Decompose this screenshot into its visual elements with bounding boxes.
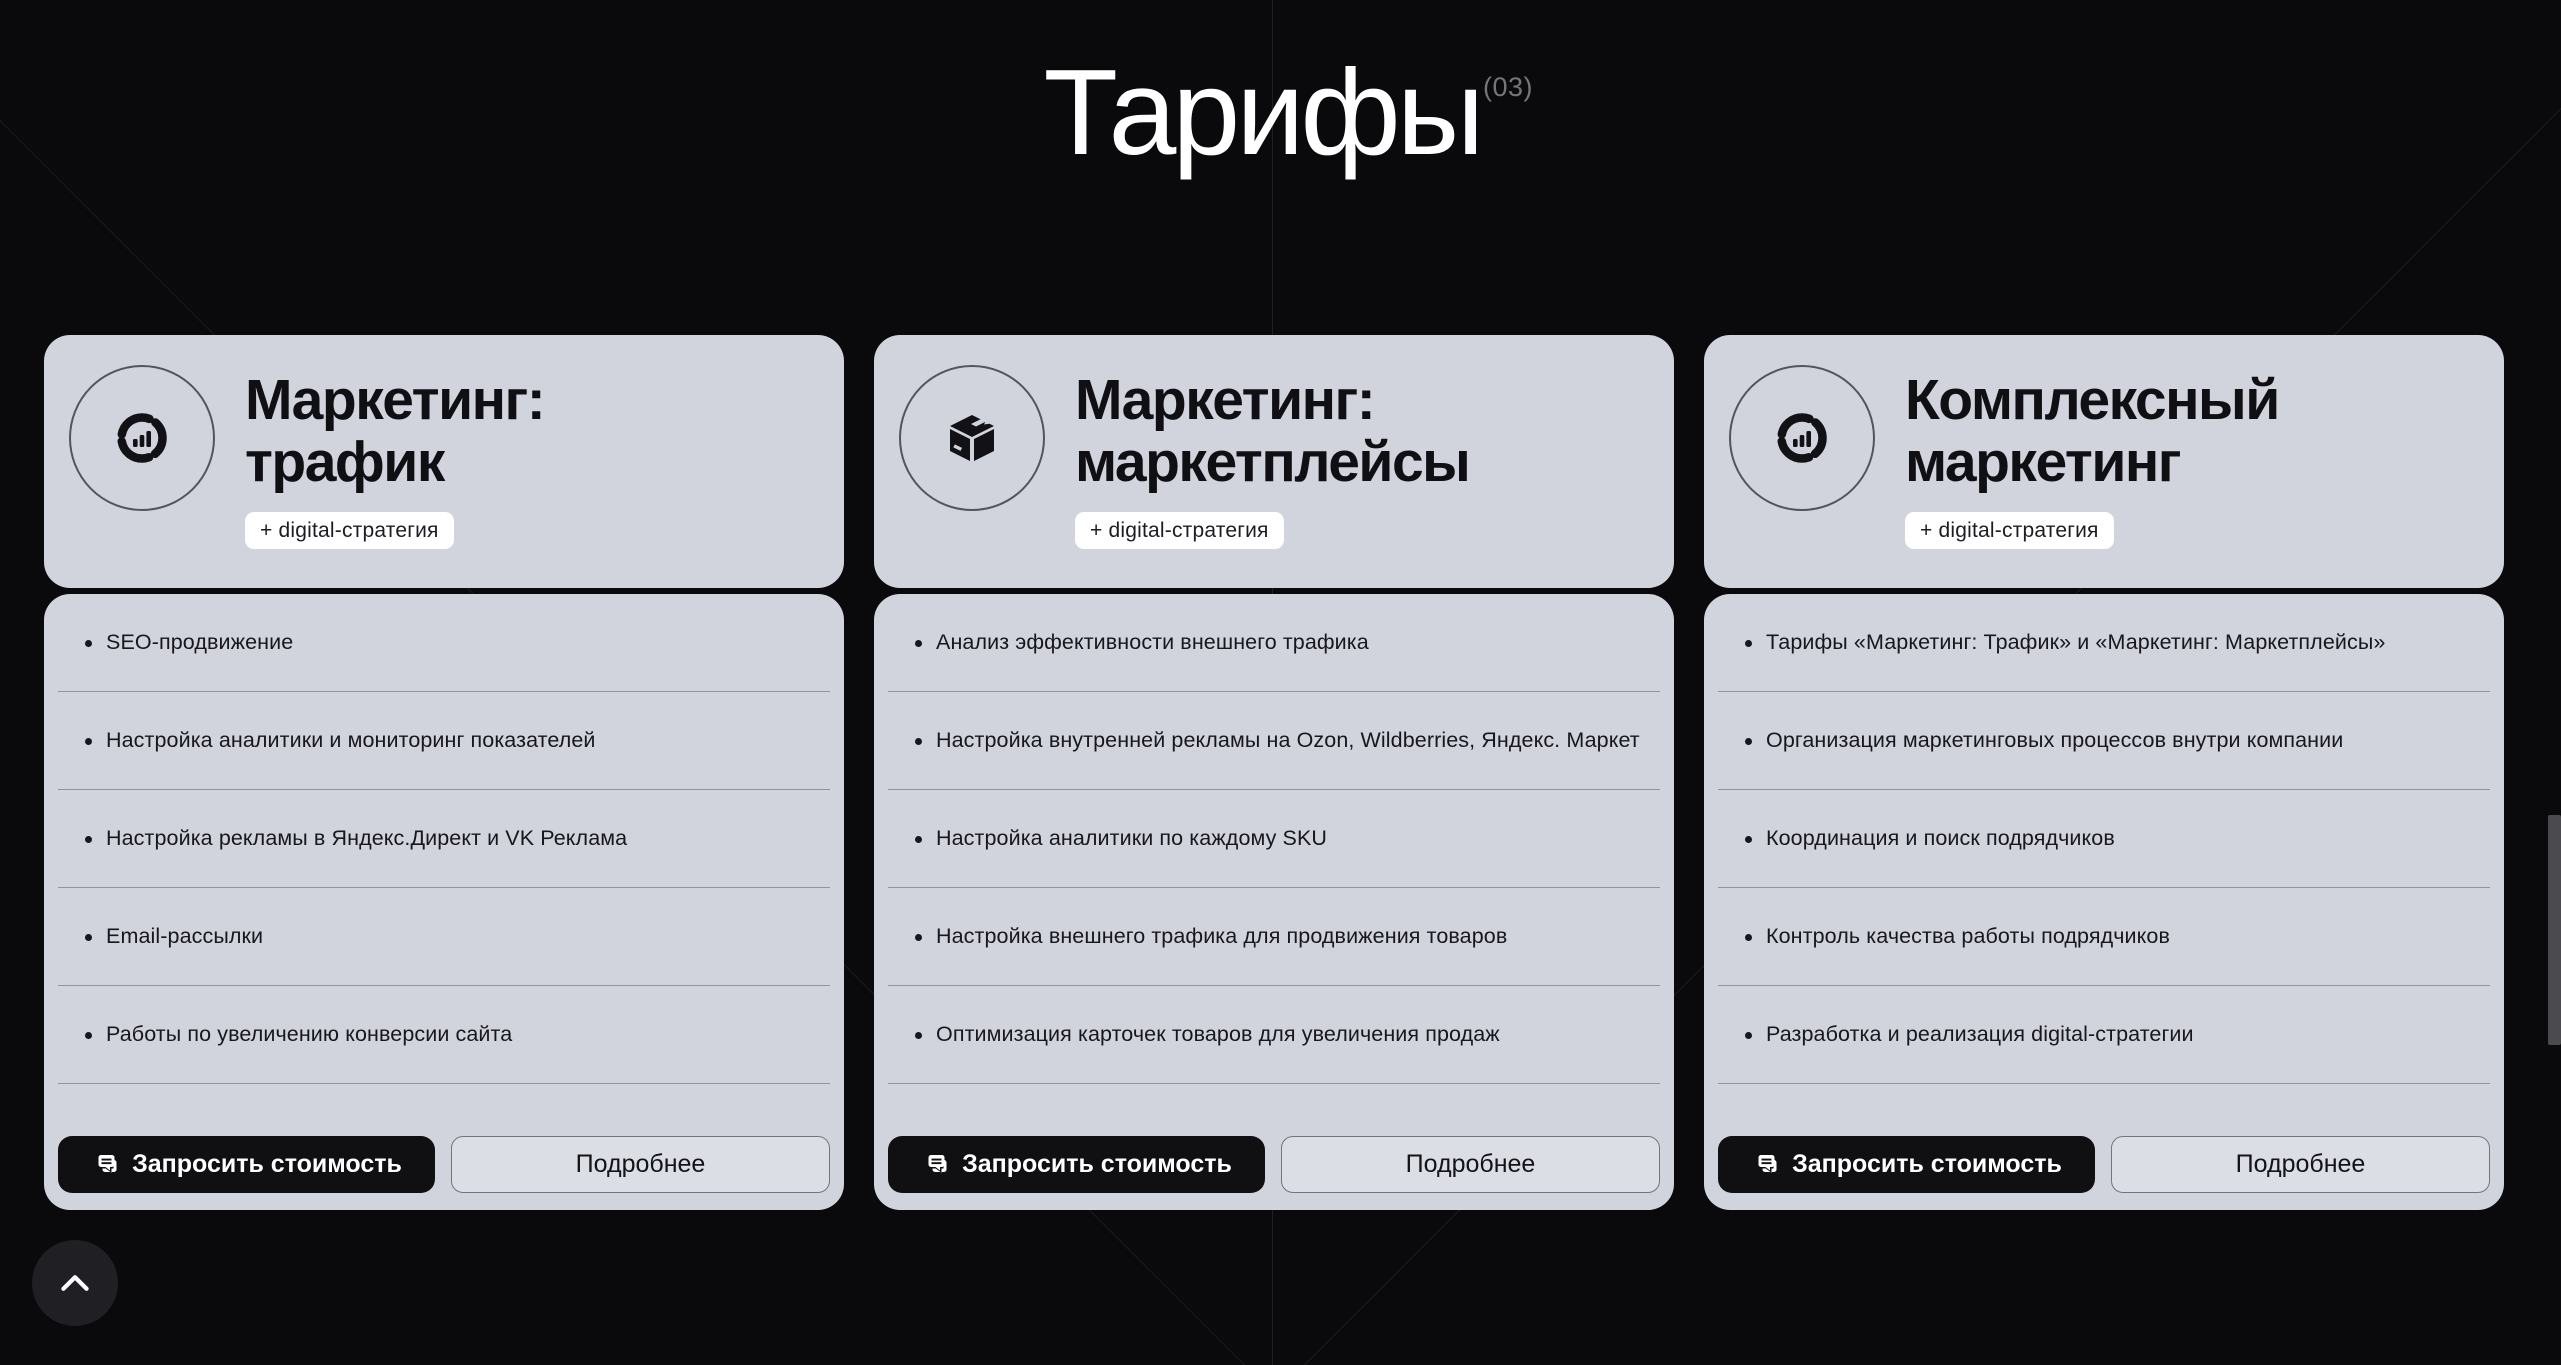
details-button[interactable]: Подробнее [1281,1136,1660,1193]
feature-item: Разработка и реализация digital-стратегии [1718,986,2490,1084]
feature-list [58,594,830,1084]
tariff-card-complex-marketing [1704,335,2504,1210]
card-icon-circle [69,365,215,511]
card-header [44,335,844,588]
tariff-card-marketing-marketplaces [874,335,1674,1210]
card-body [1704,594,2504,1210]
card-icon-circle [1729,365,1875,511]
tariff-cards-row [44,335,2504,1210]
feature-item: Оптимизация карточек товаров для увеличения продаж [888,986,1660,1084]
details-button[interactable]: Подробнее [451,1136,830,1193]
card-title: Маркетинг: маркетплейсы [1075,368,1470,495]
section-index-label: (03) [1483,72,1534,102]
feature-item: Настройка рекламы в Яндекс.Директ и VK Реклама [58,790,830,888]
digital-strategy-badge: + digital-стратегия [1905,512,2114,549]
feature-item: Настройка внешнего трафика для продвижения товаров [888,888,1660,986]
feature-item: Координация и поиск подрядчиков [1718,790,2490,888]
feature-item: Работы по увеличению конверсии сайта [58,986,830,1084]
package-icon [943,409,1001,467]
scrollbar-thumb[interactable] [2548,815,2561,1045]
scroll-to-top-button[interactable] [32,1240,118,1326]
chat-messages-icon [921,1151,949,1179]
feature-item: SEO-продвижение [58,594,830,692]
chat-messages-icon [1751,1151,1779,1179]
donut-chart-icon [1773,409,1831,467]
card-title: Маркетинг: трафик [245,368,545,495]
chevron-up-icon [59,1273,91,1293]
card-body [44,594,844,1210]
details-button[interactable]: Подробнее [2111,1136,2490,1193]
feature-item: Настройка внутренней рекламы на Ozon, Wildberries, Яндекс. Маркет [888,692,1660,790]
donut-chart-icon [113,409,171,467]
feature-item: Email-рассылки [58,888,830,986]
feature-item: Организация маркетинговых процессов внутри компании [1718,692,2490,790]
digital-strategy-badge: + digital-стратегия [1075,512,1284,549]
feature-list [1718,594,2490,1084]
feature-item: Анализ эффективности внешнего трафика [888,594,1660,692]
feature-item: Контроль качества работы подрядчиков [1718,888,2490,986]
card-actions [58,1136,830,1193]
request-price-button[interactable]: Запросить стоимость [888,1136,1265,1193]
request-price-button[interactable]: Запросить стоимость [58,1136,435,1193]
card-icon-circle [899,365,1045,511]
tariff-card-marketing-traffic [44,335,844,1210]
card-title: Комплексный маркетинг [1905,368,2279,495]
card-body [874,594,1674,1210]
feature-item: Настройка аналитики по каждому SKU [888,790,1660,888]
chat-messages-icon [91,1151,119,1179]
feature-list [888,594,1660,1084]
feature-item: Настройка аналитики и мониторинг показателей [58,692,830,790]
feature-item: Тарифы «Маркетинг: Трафик» и «Маркетинг: Маркетплейсы» [1718,594,2490,692]
card-header [874,335,1674,588]
digital-strategy-badge: + digital-стратегия [245,512,454,549]
section-title: Тарифы [1043,44,1481,180]
card-actions [1718,1136,2490,1193]
card-actions [888,1136,1660,1193]
card-header [1704,335,2504,588]
request-price-button[interactable]: Запросить стоимость [1718,1136,2095,1193]
